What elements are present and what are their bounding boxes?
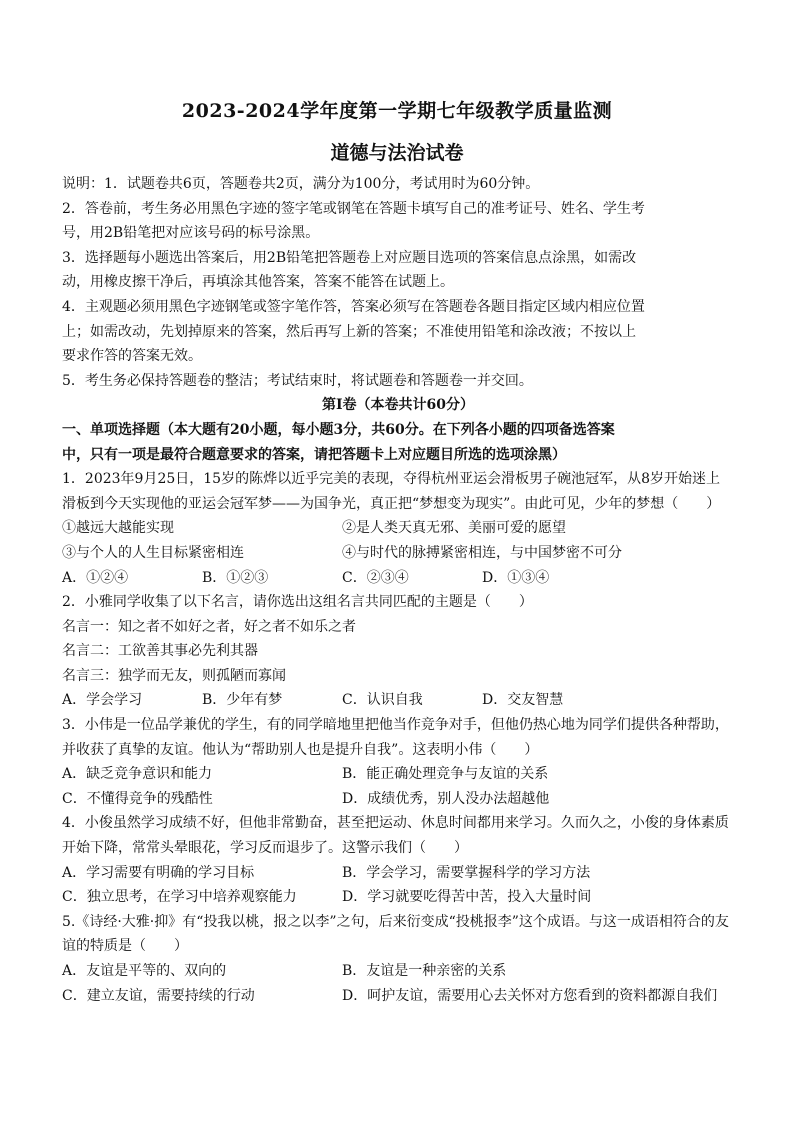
option-d: D．①③④ [482, 569, 550, 586]
question-stem-line: 5.《诗经·大雅·抑》有“投我以桃，报之以李”之句，后来衍变成“投桃报李”这个成语。与这一成语相符合的友 [62, 913, 729, 930]
question-stem-line: 2．小雅同学收集了以下名言，请你选出这组名言共同匹配的主题是（ ） [62, 594, 533, 611]
options-row [62, 762, 734, 787]
section-title: 第Ⅰ卷（本卷共计60分） [321, 397, 475, 414]
option-d: D．成绩优秀，别人没办法超越他 [342, 790, 550, 807]
option-b: B．学会学习，需要掌握科学的学习方法 [342, 864, 591, 881]
statement: ③与个人的人生目标紧密相连 [62, 544, 244, 561]
statement-row [62, 516, 734, 541]
option-d: D．呵护友谊，需要用心去关怀对方您看到的资料都源自我们 [342, 987, 718, 1004]
options-row [62, 861, 734, 886]
instruction-line: 说明：1．试题卷共6页，答题卷共2页，满分为100分，考试用时为60分钟。 [62, 176, 540, 192]
instruction-line: 要求作答的答案无效。 [62, 348, 202, 365]
option-d: D．交友智慧 [482, 692, 564, 709]
quote-line: 名言二：工欲善其事必先利其器 [62, 643, 258, 660]
instructions [62, 172, 734, 393]
option-b: B．少年有梦 [202, 692, 283, 709]
part-heading-line: 一、单项选择题（本大题有20小题，每小题3分，共60分。在下列各小题的四项备选答案 [62, 421, 615, 438]
exam-title: 2023-2024学年度第一学期七年级教学质量监测 [181, 100, 613, 122]
options-row [62, 984, 734, 1009]
exam-subtitle: 道德与法治试卷 [330, 142, 464, 164]
question-stem-line: 谊的特质是（ ） [62, 938, 188, 955]
question-2 [62, 590, 734, 713]
question-stem-line: 开始下降，常常头晕眼花，学习反而退步了。这警示我们（ ） [62, 840, 468, 857]
option-b: B．能正确处理竞争与友谊的关系 [342, 766, 549, 783]
part-heading-line: 中，只有一项是最符合题意要求的答案，请把答题卡上对应题目所选的选项涂黑） [62, 446, 566, 463]
quote-line: 名言一：知之者不如好之者，好之者不如乐之者 [62, 618, 356, 635]
question-3 [62, 713, 734, 811]
option-c: C．②③④ [342, 569, 409, 586]
option-c: C．认识自我 [342, 692, 423, 709]
instruction-line: 号，用2B铅笔把对应该号码的标号涂黑。 [62, 225, 320, 242]
option-c: C．建立友谊，需要持续的行动 [62, 987, 255, 1004]
instruction-line: 2．答卷前，考生务必用黑色字迹的签字笔或钢笔在答题卡填写自己的准考证号、姓名、学生考 [62, 200, 645, 217]
instruction-line: 5．考生务必保持答题卷的整洁；考试结束时，将试题卷和答题卷一并交回。 [62, 372, 533, 389]
question-1 [62, 467, 734, 590]
statement: ④与时代的脉搏紧密相连，与中国梦密不可分 [342, 544, 622, 561]
option-d: D．学习就要吃得苦中苦，投入大量时间 [342, 889, 592, 906]
option-a: A．学会学习 [62, 692, 143, 709]
statement-row [62, 541, 734, 566]
instruction-line: 4．主观题必须用黑色字迹钢笔或签字笔作答，答案必须写在答题卷各题目指定区域内相应位置 [62, 298, 645, 315]
option-a: A．友谊是平等的、双向的 [62, 963, 227, 979]
instruction-line: 动，用橡皮擦干净后，再填涂其他答案，答案不能答在试题上。 [62, 274, 454, 291]
question-stem-line: 并收获了真挚的友谊。他认为“帮助别人也是提升自我”。这表明小伟（ ） [62, 741, 539, 758]
question-stem-line: 滑板到今天实现他的亚运会冠军梦——为国争光，真正把“梦想变为现实”。由此可见，少年的梦想（ ） [62, 495, 721, 512]
exam-body [62, 172, 734, 1008]
option-a: A．缺乏竞争意识和能力 [62, 766, 213, 783]
options-row [62, 566, 734, 591]
instruction-line: 上；如需改动，先划掉原来的答案，然后再写上新的答案；不准使用铅笔和涂改液；不按以上 [62, 323, 636, 340]
question-stem-line: 1．2023年9月25日，15岁的陈烨以近乎完美的表现，夺得杭州亚运会滑板男子碗池冠军，从8岁开始迷上 [62, 471, 720, 488]
option-b: B．①②③ [202, 569, 269, 586]
options-row [62, 787, 734, 812]
question-5 [62, 910, 734, 1008]
statement: ②是人类天真无邪、美丽可爱的愿望 [342, 520, 566, 537]
option-c: C．独立思考，在学习中培养观察能力 [62, 889, 297, 906]
option-c: C．不懂得竞争的残酷性 [62, 790, 213, 807]
question-stem-line: 4．小俊虽然学习成绩不好，但他非常勤奋，甚至把运动、休息时间都用来学习。久而久之，小俊的身体素质 [62, 815, 729, 832]
options-row [62, 959, 734, 984]
option-a: A．①②④ [62, 569, 129, 586]
statement: ①越远大越能实现 [62, 520, 174, 537]
question-4 [62, 811, 734, 909]
options-row [62, 688, 734, 713]
quote-line: 名言三：独学而无友，则孤陋而寡闻 [62, 667, 286, 684]
options-row [62, 885, 734, 910]
question-stem-line: 3．小伟是一位品学兼优的学生，有的同学暗地里把他当作竞争对手，但他仍热心地为同学们提供各种帮助， [62, 717, 729, 734]
option-b: B．友谊是一种亲密的关系 [342, 963, 507, 979]
instruction-line: 3．选择题每小题选出答案后，用2B铅笔把答题卷上对应题目选项的答案信息点涂黑，如需改 [62, 249, 637, 266]
option-a: A．学习需要有明确的学习目标 [62, 864, 255, 881]
